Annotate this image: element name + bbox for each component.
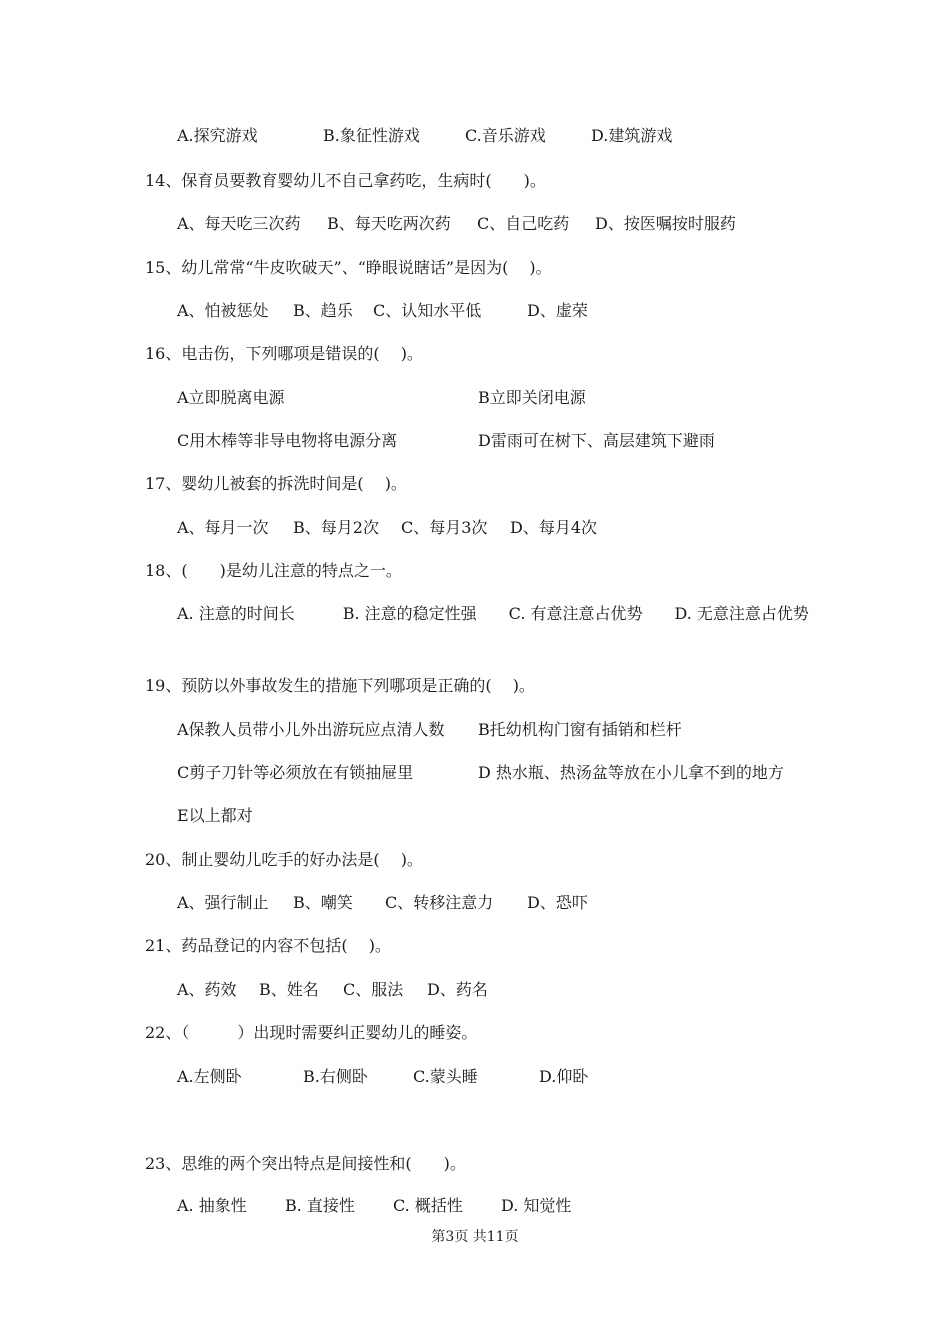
option-text: C. 概括性 bbox=[393, 1196, 463, 1215]
option-text: B、每天吃两次药 bbox=[327, 214, 451, 233]
question-text: 21、药品登记的内容不包括( )。 bbox=[145, 936, 391, 955]
option-text: D.仰卧 bbox=[539, 1067, 589, 1086]
option-text: D、恐吓 bbox=[527, 893, 588, 912]
question-text: 23、思维的两个突出特点是间接性和( )。 bbox=[145, 1154, 466, 1173]
option-text: D.建筑游戏 bbox=[591, 126, 673, 145]
question-text: 16、电击伤，下列哪项是错误的( )。 bbox=[145, 344, 423, 363]
option-text: B托幼机构门窗有插销和栏杆 bbox=[478, 720, 682, 739]
option-text: C、每月3次 bbox=[401, 518, 488, 537]
option-text: D、虚荣 bbox=[527, 301, 588, 320]
option-text: D. 知觉性 bbox=[501, 1196, 572, 1215]
option-text: B立即关闭电源 bbox=[478, 388, 586, 407]
option-text: B. 直接性 bbox=[285, 1196, 355, 1215]
option-text: C、认知水平低 bbox=[373, 301, 482, 320]
option-text: D、按医嘱按时服药 bbox=[595, 214, 736, 233]
question-text: 22、（ ）出现时需要纠正婴幼儿的睡姿。 bbox=[145, 1023, 478, 1042]
option-text: D、药名 bbox=[427, 980, 488, 999]
question-text: 18、( )是幼儿注意的特点之一。 bbox=[145, 561, 402, 580]
option-text: C.蒙头睡 bbox=[413, 1067, 478, 1086]
option-text: C.音乐游戏 bbox=[465, 126, 546, 145]
option-text: C、转移注意力 bbox=[385, 893, 494, 912]
option-text: B、姓名 bbox=[259, 980, 319, 999]
option-text: A、每月一次 bbox=[177, 518, 269, 537]
question-text: 20、制止婴幼儿吃手的好办法是( )。 bbox=[145, 850, 423, 869]
question-text: 14、保育员要教育婴幼儿不自己拿药吃，生病时( )。 bbox=[145, 171, 546, 190]
option-text: E以上都对 bbox=[177, 806, 253, 825]
option-text: A立即脱离电源 bbox=[177, 388, 285, 407]
q18-options: A. 注意的时间长 B. 注意的稳定性强 C. 有意注意占优势 D. 无意注意占优势 bbox=[177, 604, 809, 623]
option-text: B、趋乐 bbox=[293, 301, 353, 320]
option-text: B.象征性游戏 bbox=[323, 126, 420, 145]
option-text: C剪子刀针等必须放在有锁抽屉里 bbox=[177, 763, 414, 782]
option-text: A、强行制止 bbox=[177, 893, 269, 912]
option-text: C、服法 bbox=[343, 980, 404, 999]
option-text: B.右侧卧 bbox=[303, 1067, 368, 1086]
option-text: B、每月2次 bbox=[293, 518, 379, 537]
page-footer: 第3页 共11页 bbox=[431, 1229, 519, 1245]
option-text: A、怕被惩处 bbox=[177, 301, 269, 320]
option-text: C、自己吃药 bbox=[477, 214, 570, 233]
option-text: A保教人员带小儿外出游玩应点清人数 bbox=[177, 720, 445, 739]
option-text: A、药效 bbox=[177, 980, 237, 999]
option-text: A、每天吃三次药 bbox=[177, 214, 301, 233]
question-text: 17、婴幼儿被套的拆洗时间是( )。 bbox=[145, 474, 407, 493]
option-text: B、嘲笑 bbox=[293, 893, 353, 912]
option-text: D 热水瓶、热汤盆等放在小儿拿不到的地方 bbox=[478, 763, 784, 782]
option-text: A. 抽象性 bbox=[177, 1196, 247, 1215]
question-text: 19、预防以外事故发生的措施下列哪项是正确的( )。 bbox=[145, 676, 535, 695]
option-text: A.探究游戏 bbox=[177, 126, 258, 145]
option-text: D雷雨可在树下、高层建筑下避雨 bbox=[478, 431, 715, 450]
option-text: D、每月4次 bbox=[510, 518, 598, 537]
option-text: A.左侧卧 bbox=[177, 1067, 242, 1086]
option-text: C用木棒等非导电物将电源分离 bbox=[177, 431, 398, 450]
question-text: 15、幼儿常常“牛皮吹破天”、“睁眼说瞎话”是因为( )。 bbox=[145, 258, 552, 277]
